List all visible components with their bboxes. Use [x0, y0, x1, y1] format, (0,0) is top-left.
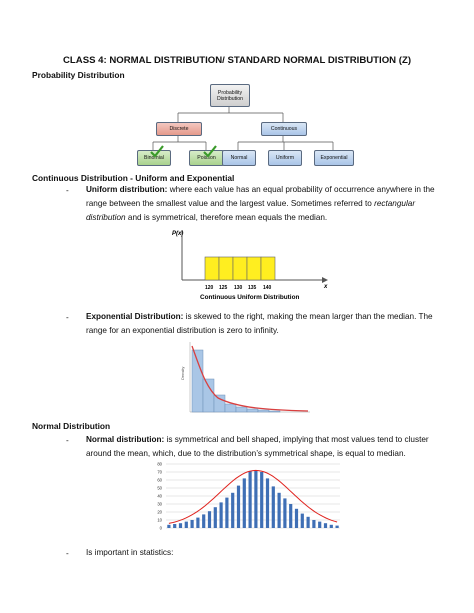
normal-y-tick-label: 60 [157, 477, 162, 483]
diagram-node-binomial: Binomial [137, 150, 171, 166]
diagram-node-discrete: Discrete [156, 122, 202, 136]
normal-bar [249, 471, 252, 528]
normal-bar [202, 514, 205, 528]
uniform-text-2: range between the smallest value and the largest value. Sometimes referred to [86, 199, 375, 208]
bullet-dash: - [66, 186, 69, 195]
exp-chart-ylabel: Density [180, 366, 185, 380]
normal-bar [307, 517, 310, 528]
normal-y-tick-label: 70 [157, 469, 162, 475]
section-heading-probability: Probability Distribution [32, 70, 125, 80]
exponential-text-2: range for an exponential distribution is zero to infinity. [86, 326, 279, 335]
uniform-chart-ylabel: P(x) [172, 231, 184, 237]
uniform-bar [247, 257, 261, 280]
normal-paragraph [86, 433, 474, 461]
exp-histogram-bar [203, 379, 214, 412]
normal-y-tick-label: 80 [157, 461, 162, 467]
uniform-text-2-italic: rectangular [374, 199, 416, 208]
diagram-node-root: Probability Distribution [210, 84, 250, 107]
normal-text-2: around the mean, which, due to the distribution’s symmetrical shape, is equal to median. [86, 449, 406, 458]
exponential-paragraph [86, 310, 474, 338]
normal-bars [167, 470, 338, 528]
uniform-paragraph [86, 183, 474, 225]
uniform-text-3: and is symmetrical, therefore mean equals the median. [125, 213, 328, 222]
uniform-text-1: where each value has an equal probability of occurrence anywhere in the [167, 185, 435, 194]
uniform-term: Uniform distribution: [86, 185, 168, 194]
exponential-distribution-chart [178, 338, 312, 420]
normal-bar [208, 511, 211, 528]
axis-arrow-icon [322, 277, 328, 283]
uniform-bars [205, 257, 275, 280]
last-item-text: Is important in statistics: [86, 548, 174, 557]
diagram-node-poisson: Poisson [189, 150, 224, 166]
normal-y-tick-label: 10 [157, 517, 162, 523]
uniform-distribution-chart [160, 222, 340, 304]
normal-y-tick-label: 50 [157, 485, 162, 491]
uniform-tick: 135 [248, 285, 257, 291]
normal-gridlines [166, 464, 340, 528]
uniform-chart-xlabel: x [324, 284, 328, 290]
section-heading-continuous: Continuous Distribution - Uniform and Exponential [32, 173, 235, 183]
normal-curve [169, 470, 337, 523]
uniform-tick: 140 [263, 285, 272, 291]
normal-bar [312, 520, 315, 528]
checkmark-icon [150, 144, 164, 158]
normal-distribution-chart [140, 460, 344, 534]
uniform-tick: 125 [219, 285, 228, 291]
normal-bar [301, 514, 304, 528]
normal-y-tick-label: 0 [159, 525, 162, 531]
uniform-tick: 130 [234, 285, 243, 291]
normal-bar [214, 507, 217, 528]
normal-bar [330, 525, 333, 528]
exp-histogram-bar [258, 410, 269, 412]
diagram-node-exponential: Exponential [314, 150, 354, 166]
uniform-bar [205, 257, 219, 280]
diagram-node-continuous: Continuous [261, 122, 307, 136]
normal-y-tick-label: 40 [157, 493, 162, 499]
normal-bar [254, 470, 257, 528]
uniform-bar [219, 257, 233, 280]
normal-y-tick-label: 20 [157, 509, 162, 515]
diagram-node-normal: Normal [222, 150, 256, 166]
normal-term: Normal distribution: [86, 435, 165, 444]
section-heading-normal: Normal Distribution [32, 421, 111, 431]
normal-bar [225, 498, 228, 528]
exponential-text-1: is skewed to the right, making the mean larger than the median. The [183, 312, 433, 321]
uniform-text-3-italic: distribution [86, 213, 126, 222]
checkmark-icon [203, 144, 217, 158]
uniform-chart-caption: Continuous Uniform Distribution [200, 294, 300, 301]
normal-y-ticks [157, 462, 162, 531]
bullet-dash: - [66, 313, 69, 322]
normal-bar [237, 486, 240, 528]
normal-bar [231, 493, 234, 528]
exp-histogram-bar [192, 350, 203, 412]
exp-histogram-bar [214, 395, 225, 412]
normal-bar [272, 486, 275, 528]
diagram-node-uniform: Uniform [268, 150, 302, 166]
normal-bar [295, 509, 298, 528]
normal-bar [173, 524, 176, 528]
normal-text-1: is symmetrical and bell shaped, implying that most values tend to cluster [164, 435, 429, 444]
normal-bar [243, 478, 246, 528]
exp-histogram-bar [269, 411, 280, 412]
normal-bar [191, 520, 194, 528]
normal-bar [324, 523, 327, 528]
normal-bar [289, 504, 292, 528]
exp-histogram-bar [247, 409, 258, 412]
page-title: CLASS 4: NORMAL DISTRIBUTION/ STANDARD NORMAL DISTRIBUTION (Z) [62, 55, 412, 66]
uniform-bar [261, 257, 275, 280]
normal-bar [318, 522, 321, 528]
normal-bar [196, 518, 199, 528]
bullet-dash: - [66, 549, 69, 558]
normal-bar [185, 522, 188, 528]
normal-bar [179, 523, 182, 528]
normal-bar [336, 526, 339, 528]
exp-histogram-bar [236, 407, 247, 412]
normal-bar [283, 498, 286, 528]
exponential-term: Exponential Distribution: [86, 312, 184, 321]
bullet-dash: - [66, 436, 69, 445]
normal-bar [167, 525, 170, 528]
exp-histogram-bar [225, 404, 236, 412]
normal-bar [278, 493, 281, 528]
uniform-tick: 120 [205, 285, 214, 291]
normal-bar [220, 502, 223, 528]
normal-y-tick-label: 30 [157, 501, 162, 507]
normal-bar [260, 472, 263, 528]
normal-bar [266, 478, 269, 528]
uniform-bar [233, 257, 247, 280]
